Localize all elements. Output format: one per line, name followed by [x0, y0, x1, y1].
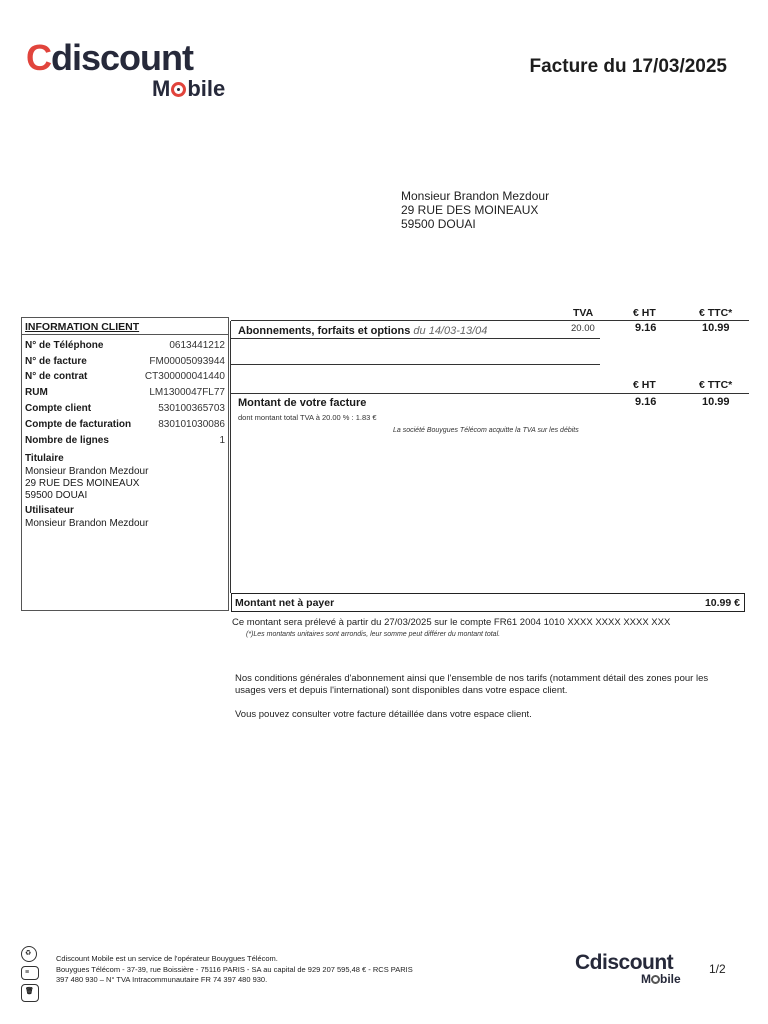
row-value: FM00005093944	[149, 356, 225, 367]
row-label: N° de facture	[25, 356, 87, 367]
col-ht-header: € HT	[633, 307, 656, 319]
conditions-paragraph: Nos conditions générales d'abonnement ainsi que l'ensemble de nos tarifs (notamment détail des zones pour les usages vers et depuis l'international) sont disponibles dans votre espace client.	[235, 673, 709, 696]
cdiscount-mobile-logo	[26, 37, 256, 101]
address-line: Monsieur Brandon Mezdour	[401, 189, 550, 203]
titulaire-line: Monsieur Brandon Mezdour	[25, 466, 149, 477]
client-info-row	[25, 356, 225, 370]
client-info-row	[25, 387, 225, 401]
line-item-rule-2	[231, 364, 600, 365]
prelevement-text: Ce montant sera prélevé à partir du 27/03/2025 sur le compte FR61 2004 1010 XXXX XXXX XXXX XXX	[232, 617, 671, 628]
client-info-row	[25, 435, 225, 449]
titulaire-label: Titulaire	[25, 453, 64, 464]
logo-o-icon	[171, 82, 186, 97]
recycle-icon: ♻	[21, 946, 37, 962]
row-value: 0613441212	[169, 340, 225, 351]
footer-logo-brand: discount	[589, 951, 674, 974]
table-left-rule	[230, 321, 231, 593]
utilisateur-name: Monsieur Brandon Mezdour	[25, 518, 149, 529]
client-info-row	[25, 419, 225, 433]
line-item-period: du 14/03-13/04	[413, 325, 488, 337]
rounding-note: (*)Les montants unitaires sont arrondis, leur somme peut différer du montant total.	[246, 631, 501, 638]
row-label: N° de contrat	[25, 371, 88, 382]
line-item-label	[238, 325, 487, 337]
total-ht: 9.16	[635, 396, 657, 408]
invoice-title: Facture du 17/03/2025	[529, 56, 727, 77]
row-label: RUM	[25, 387, 48, 398]
client-info-row	[25, 403, 225, 417]
logo-sub-m: M	[152, 76, 171, 101]
logo-brand-text: discount	[51, 37, 193, 78]
row-value: 530100365703	[158, 403, 225, 414]
titulaire-block	[25, 453, 148, 502]
row-label: Compte de facturation	[25, 419, 132, 430]
recipient-address	[401, 189, 549, 231]
net-amount-label: Montant net à payer	[235, 597, 335, 609]
utilisateur-block	[25, 505, 148, 530]
footer-line: Bouygues Télécom - 37-39, rue Boissière - 75116 PARIS - SA au capital de 929 207 595,48 € - RCS PARIS	[56, 964, 413, 974]
row-value: 1	[219, 435, 225, 446]
total-rule	[231, 393, 749, 394]
footer-logo	[575, 951, 681, 986]
col-tva-header: TVA	[573, 307, 594, 319]
titulaire-line: 29 RUE DES MOINEAUX	[25, 478, 140, 489]
net-amount-box	[231, 593, 745, 612]
client-info-box	[21, 317, 229, 611]
footer-logo-m: M	[641, 972, 651, 986]
footer-logo-sub: bile	[660, 972, 681, 986]
total-col-ttc-header: € TTC*	[699, 379, 733, 391]
footer-icons	[21, 946, 43, 1006]
address-line: 29 RUE DES MOINEAUX	[401, 203, 539, 217]
detail-paragraph: Vous pouvez consulter votre facture détaillée dans votre espace client.	[235, 709, 532, 720]
footer-line: 397 480 930 – N° TVA Intracommunautaire FR 74 397 480 930.	[56, 975, 268, 984]
line-item-rule	[231, 338, 600, 339]
line-item-title: Abonnements, forfaits et options	[238, 325, 411, 337]
address-line: 59500 DOUAI	[401, 217, 476, 231]
total-ttc: 10.99	[702, 396, 730, 408]
row-value: 830101030086	[158, 419, 225, 430]
line-item-ttc: 10.99	[702, 322, 730, 334]
utilisateur-label: Utilisateur	[25, 505, 74, 516]
titulaire-line: 59500 DOUAI	[25, 490, 88, 501]
row-value: LM1300047FL77	[149, 387, 225, 398]
footer-logo-o-icon	[651, 975, 660, 984]
line-item-ht: 9.16	[635, 322, 657, 334]
acquit-note: La société Bouygues Télécom acquitte la TVA sur les débits	[393, 427, 579, 434]
footer-legal	[56, 954, 413, 986]
footer-logo-c: C	[575, 951, 590, 974]
net-amount-value: 10.99 €	[704, 597, 740, 609]
row-label: Nombre de lignes	[25, 435, 109, 446]
line-item-tva: 20.00	[571, 323, 595, 334]
tva-note: dont montant total TVA à 20.00 % : 1.83 €	[238, 413, 377, 422]
bin-icon: 🗑	[21, 984, 39, 1002]
client-info-header: INFORMATION CLIENT	[25, 321, 140, 333]
footer-line: Cdiscount Mobile est un service de l'opérateur Bouygues Télécom.	[56, 954, 278, 963]
client-info-row	[25, 371, 225, 385]
total-col-ht-header: € HT	[633, 379, 656, 391]
page-number: 1/2	[709, 962, 726, 976]
row-label: N° de Téléphone	[25, 340, 104, 351]
row-label: Compte client	[25, 403, 92, 414]
paper-icon: ≡	[21, 966, 39, 980]
logo-sub-text: bile	[187, 76, 226, 101]
logo-c-letter: C	[26, 37, 51, 78]
col-ttc-header: € TTC*	[699, 307, 733, 319]
client-info-row	[25, 340, 225, 354]
table-top-rule	[231, 320, 749, 321]
total-label: Montant de votre facture	[238, 397, 367, 409]
row-value: CT300000041440	[144, 371, 225, 382]
